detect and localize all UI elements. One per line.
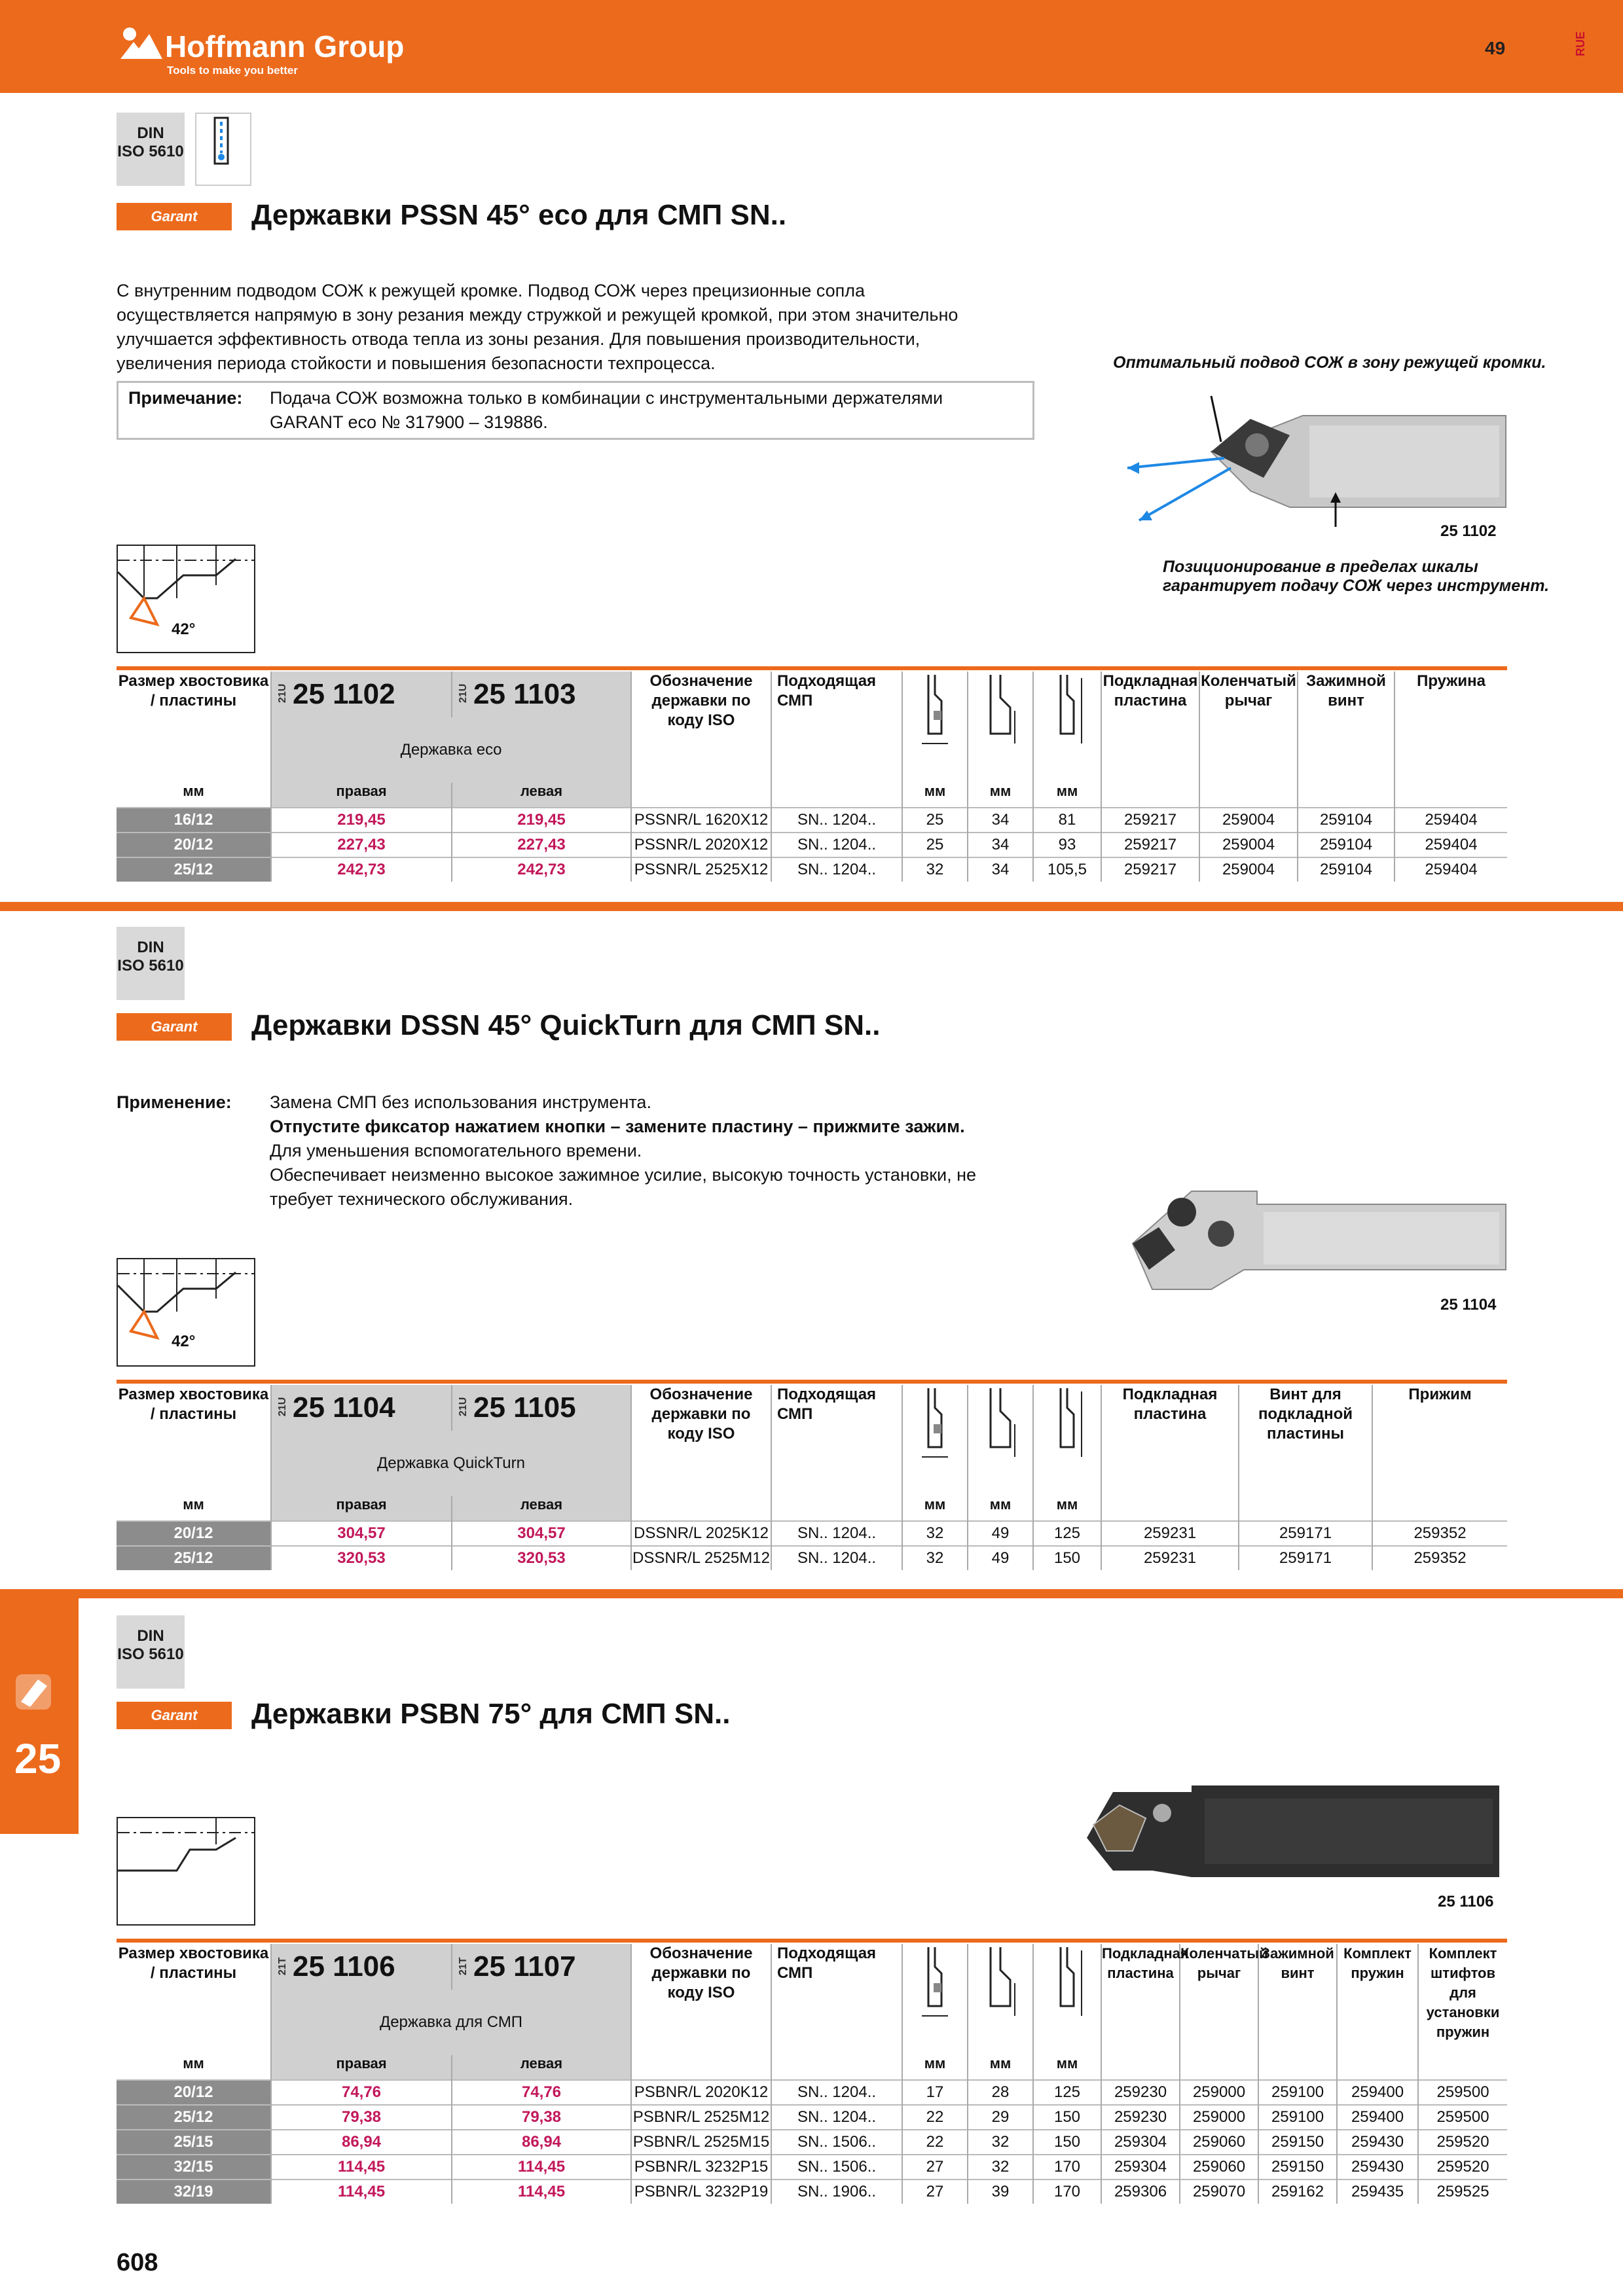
holder-type: Державка для СМП bbox=[271, 1990, 631, 2055]
table-row: 25/12 320,53 320,53 DSSNR/L 2525M12 SN.. 1204.. 32 49 150 259231 259171 259352 bbox=[117, 1546, 1507, 1570]
angle-label: 42° bbox=[172, 1333, 196, 1350]
dim-icon-h2 bbox=[968, 1944, 1033, 2055]
col-screw: Зажимной винт bbox=[1298, 672, 1395, 783]
table-row: 20/12 304,57 304,57 DSSNR/L 2025K12 SN.. 1204.. 32 49 125 259231 259171 259352 bbox=[117, 1521, 1507, 1546]
image-caption-bottom: Позиционирование в пределах шкалы гарантирует подачу СОЖ через инструмент. bbox=[1163, 558, 1550, 595]
col-insert: Подходящая СМП bbox=[771, 672, 902, 783]
table-top-line bbox=[117, 666, 1507, 670]
dim-icon-h1 bbox=[902, 1385, 968, 1496]
article-header-left: 21T 25 1107 bbox=[452, 1944, 631, 1990]
dim-icon-l bbox=[1033, 1385, 1101, 1496]
image-code: 25 1104 bbox=[1440, 1296, 1497, 1314]
size-header: Размер хвостовика / пластины bbox=[118, 1386, 269, 1423]
dim-icon-h2 bbox=[968, 1385, 1033, 1496]
table-row: 20/12 74,76 74,76 PSBNR/L 2020K12 SN.. 1204.. 17 28 125 259230 259000 259100 259400 259500 bbox=[117, 2080, 1507, 2105]
article-header-right: 21U 25 1104 bbox=[271, 1385, 452, 1431]
col-lever: Коленчатый рычаг bbox=[1199, 672, 1298, 783]
col-insert: Подходящая СМП bbox=[771, 1944, 902, 2055]
dim-icon-h1 bbox=[902, 1944, 968, 2055]
col-lever: Коленчатый рычаг bbox=[1180, 1944, 1258, 2055]
table-row: 32/15 114,45 114,45 PSBNR/L 3232P15 SN.. 1506.. 27 32 170 259304 259060 259150 259430 259520 bbox=[117, 2155, 1507, 2179]
table-row: 25/12 242,73 242,73 PSSNR/L 2525X12 SN.. 1204.. 32 34 105,5 259217 259004 259104 259404 bbox=[117, 857, 1507, 882]
col-iso: Обозначение державки по коду ISO bbox=[631, 672, 771, 783]
din-badge: DIN ISO 5610 bbox=[117, 113, 185, 186]
dim-icon-h2 bbox=[968, 672, 1033, 783]
description: С внутренним подводом СОЖ к режущей кромке. Подвод СОЖ через прецизионные сопла осуществляется напрямую в зону резания между стружкой и режущей кромкой, при этом значительно улучшается эффективность отвода тепла из зоны резания. Для повышения производительности, увеличения периода стойкости и повышения безопасности техпроцесса. bbox=[117, 281, 958, 373]
brand-name: Hoffmann Group bbox=[165, 29, 405, 63]
garant-logo: Garant bbox=[117, 1013, 232, 1041]
table-row: 25/15 86,94 86,94 PSBNR/L 2525M15 SN.. 1506.. 22 32 150 259304 259060 259150 259430 259520 bbox=[117, 2130, 1507, 2155]
table-top-line bbox=[117, 1380, 1507, 1384]
din-badge: DIN ISO 5610 bbox=[117, 1615, 185, 1689]
table-row: 20/12 227,43 227,43 PSSNR/L 2020X12 SN.. 1204.. 25 34 93 259217 259004 259104 259404 bbox=[117, 833, 1507, 857]
dim-icon-l bbox=[1033, 1944, 1101, 2055]
col-iso: Обозначение державки по коду ISO bbox=[631, 1944, 771, 2055]
chapter-tab bbox=[0, 1598, 79, 1834]
article-header-left: 21U 25 1105 bbox=[452, 1385, 631, 1431]
col-shim: Подкладная пластина bbox=[1101, 672, 1199, 783]
size-header: Размер хвостовика / пластины bbox=[118, 672, 269, 709]
article-header-right: 21T 25 1106 bbox=[271, 1944, 452, 1990]
section-title: Державки PSSN 45° eco для СМП SN.. bbox=[251, 199, 787, 231]
product-table-pssn: Размер хвостовика / пластины 21U 25 1102 21U 25 1103 Обозначение державки по коду ISO Подходящая СМП Подкладная пластина Коленчатый рычаг Зажимной винт Пружина Державка eco мм правая левая мм мм мм 16/12 219,45 219,45 PSSNR/L 1620X12 SN.. 1204.. 25 34 81 259217 259004 259104 259404 20/12 227,43 227,43 PSSNR/L 2020X12 SN.. 1204.. 25 34 93 259217 259004 259104 259404 25/12 242,73 242,73 PSSNR/L 2525X12 SN.. 1204.. 32 34 105,5 259217 259004 259104 259404 bbox=[117, 672, 1507, 882]
product-table-psbn: Размер хвостовика / пластины 21T 25 1106 21T 25 1107 Обозначение державки по коду ISO Подходящая СМП Подкладная пластина Коленчатый рычаг Зажимной винт Комплект пружин Комплект штифтов для установки пружин Державка для СМП мм правая левая мм мм мм 20/12 74,76 74,76 PSBNR/L 2020K12 SN.. 1204.. 17 28 125 259230 259000 259100 259400 259500 25/12 79,38 79,38 PSBNR/L 2525M12 SN.. 1204.. 22 29 150 259230 259000 259100 259400 259500 25/15 86,94 86,94 PSBNR/L 2525M15 SN.. 1506.. 22 32 150 259304 259060 259150 259430 259520 32/15 114,45 114,45 PSBNR/L 3232P15 SN.. 1506.. 27 32 170 259304 259060 259150 259430 259520 32/19 114,45 114,45 PSBNR/L 3232P19 SN.. 1906.. 27 39 170 259306 259070 259162 259435 259525 bbox=[117, 1944, 1507, 2204]
col-shim: Подкладная пластина bbox=[1101, 1944, 1180, 2055]
col-clamp: Прижим bbox=[1372, 1385, 1507, 1496]
note-text: Подача СОЖ возможна только в комбинации с инструментальными держателями GARANT eco № 317900 – 319886. bbox=[270, 388, 943, 432]
col-insert: Подходящая СМП bbox=[771, 1385, 902, 1496]
section-title: Державки DSSN 45° QuickTurn для СМП SN.. bbox=[251, 1009, 881, 1041]
col-screw: Зажимной винт bbox=[1258, 1944, 1337, 2055]
coolant-icon bbox=[195, 113, 251, 186]
insert-diagram bbox=[117, 1817, 255, 1926]
garant-logo: Garant bbox=[117, 203, 232, 230]
table-row: 25/12 79,38 79,38 PSBNR/L 2525M12 SN.. 1204.. 22 29 150 259230 259000 259100 259400 259500 bbox=[117, 2105, 1507, 2130]
section-separator bbox=[0, 1589, 1623, 1598]
image-caption-top: Оптимальный подвод СОЖ в зону режущей кромки. bbox=[1113, 353, 1546, 372]
dim-icon-h1 bbox=[902, 672, 968, 783]
brand-logo bbox=[115, 25, 168, 62]
turning-insert-icon bbox=[12, 1670, 55, 1713]
angle-label: 42° bbox=[172, 620, 196, 638]
table-row: 16/12 219,45 219,45 PSSNR/L 1620X12 SN.. 1204.. 25 34 81 259217 259004 259104 259404 bbox=[117, 808, 1507, 833]
table-top-line bbox=[117, 1939, 1507, 1943]
holder-type: Державка eco bbox=[271, 717, 631, 783]
din-badge: DIN ISO 5610 bbox=[117, 927, 185, 1000]
section-title: Державки PSBN 75° для СМП SN.. bbox=[251, 1698, 731, 1730]
article-header-left: 21U 25 1103 bbox=[452, 672, 631, 717]
image-code: 25 1102 bbox=[1440, 522, 1497, 540]
col-spring: Пружина bbox=[1395, 672, 1507, 783]
image-code: 25 1106 bbox=[1438, 1893, 1494, 1910]
section-separator bbox=[0, 902, 1623, 911]
table-row: 32/19 114,45 114,45 PSBNR/L 3232P19 SN.. 1906.. 27 39 170 259306 259070 259162 259435 259525 bbox=[117, 2179, 1507, 2204]
chapter-number: 25 bbox=[14, 1735, 62, 1782]
brand-tagline: Tools to make you better bbox=[167, 64, 298, 77]
col-pin-set: Комплект штифтов для установки пружин bbox=[1418, 1944, 1507, 2055]
note-label: Примечание: bbox=[128, 388, 243, 408]
col-spring-set: Комплект пружин bbox=[1337, 1944, 1418, 2055]
application-label: Применение: bbox=[117, 1092, 232, 1112]
holder-type: Державка QuickTurn bbox=[271, 1431, 631, 1496]
page-number-bottom: 608 bbox=[117, 2249, 158, 2276]
article-header-right: 21U 25 1102 bbox=[271, 672, 452, 717]
col-iso: Обозначение державки по коду ISO bbox=[631, 1385, 771, 1496]
page-number-top: 49 bbox=[1485, 38, 1506, 58]
dim-icon-l bbox=[1033, 672, 1101, 783]
application-text: Замена СМП без использования инструмента. Отпустите фиксатор нажатием кнопки – замените пластину – прижмите зажим. Для уменьшения вспомогательного времени. Обеспечивает неизменно высокое зажимное усилие, высокую точность установки, не требует технического обслуживания. bbox=[270, 1092, 977, 1209]
tool-image-pssn bbox=[1113, 380, 1519, 530]
language-code: RUE bbox=[1574, 31, 1587, 56]
garant-logo: Garant bbox=[117, 1702, 232, 1729]
tool-image-psbn bbox=[1074, 1779, 1506, 1884]
product-table-dssn: Размер хвостовика / пластины 21U 25 1104 21U 25 1105 Обозначение державки по коду ISO Подходящая СМП Подкладная пластина Винт для подкладной пластины Прижим Державка QuickTurn мм правая левая мм мм мм 20/12 304,57 304,57 DSSNR/L 2025K12 SN.. 1204.. 32 49 125 259231 259171 259352 25/12 320,53 320,53 DSSNR/L 2525M12 SN.. 1204.. 32 49 150 259231 259171 259352 bbox=[117, 1385, 1507, 1570]
size-header: Размер хвостовика / пластины bbox=[118, 1945, 269, 1982]
col-shim: Подкладная пластина bbox=[1101, 1385, 1239, 1496]
col-shim-screw: Винт для подкладной пластины bbox=[1239, 1385, 1372, 1496]
tool-image-dssn bbox=[1113, 1165, 1519, 1296]
